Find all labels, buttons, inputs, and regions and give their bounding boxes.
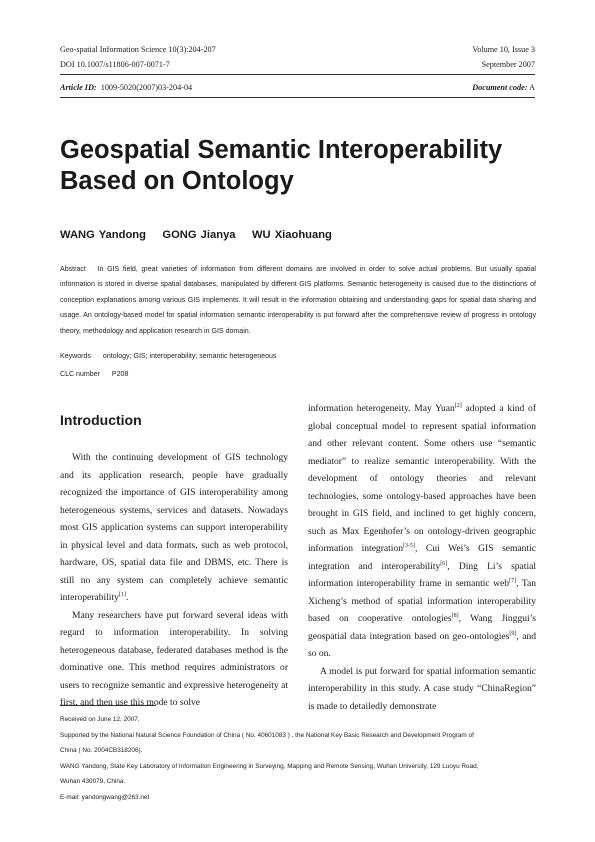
citation: [1] xyxy=(118,591,126,598)
author-email: E-mail: yandongwang@263.net xyxy=(60,793,150,801)
document-code: Document code: A xyxy=(472,83,535,92)
meta-divider xyxy=(60,97,535,98)
article-id: Article ID: 1009-5020(2007)03-204-04 xyxy=(60,83,193,92)
author-affiliation: Wuhan 430079, China. xyxy=(60,778,126,786)
clc-label: CLC number xyxy=(60,371,100,378)
publication-date: September 2007 xyxy=(481,60,535,69)
received-date: Received on June 12, 2007. xyxy=(60,716,140,723)
body-paragraph: With the continuing development of GIS technology and its application research, people have gradually recognized the importance of GIS interoperability among heterogeneous systems, services and datasets. Nowadays most GIS application systems can support interoperability in physical level and data formats, such as web protocol, hardware, OS, spatial data file and DBMS, etc. There is still no any system can completely achieve semantic interoperability[1]. xyxy=(60,452,288,603)
citation: [2] xyxy=(454,402,462,409)
body-column-right xyxy=(308,400,536,715)
citation: [6] xyxy=(440,560,448,567)
body-paragraph: A model is put forward for spatial information semantic interoperability in this study. A case study “ChinaRegion” is made to detailedly demonstrate xyxy=(308,665,536,712)
clc-number xyxy=(60,371,128,378)
citation: [8] xyxy=(451,612,459,619)
citation: [3-5] xyxy=(402,542,415,549)
header-divider xyxy=(60,74,535,75)
keywords-label: Keywords xyxy=(60,353,91,360)
body-column-left xyxy=(60,400,288,712)
abstract xyxy=(60,262,536,339)
funding-note: Supported by the National Natural Science Foundation of China ( No. 40601083 ) , the National Key Basic Research and Development Program of xyxy=(60,731,474,739)
volume-issue: Volume 10, Issue 3 xyxy=(472,45,535,54)
article-meta xyxy=(60,83,535,92)
paper-title: Geospatial Semantic Interoperability Based on Ontology xyxy=(60,136,503,195)
abstract-label: Abstract xyxy=(60,266,86,273)
running-header-line1 xyxy=(60,44,535,55)
author-name: WU Xiaohuang xyxy=(251,229,332,241)
footnote-divider xyxy=(60,705,156,706)
author-affiliation: WANG Yandong, State Key Laboratory of Information Engineering in Surveying, Mapping and Remote Sensing, Wuhan University, 129 Luoyu Road, xyxy=(60,762,479,770)
footnotes xyxy=(60,712,540,806)
author-name: WANG Yandong xyxy=(60,229,146,241)
body-paragraph: Many researchers have put forward several ideas with regard to information interoperability. In solving heterogeneous database, federated databases method is the dominative one. This method requires administrators or users to recognize semantic and expressive heterogeneity at first, and then use this mode to solve xyxy=(60,609,288,708)
citation: [9] xyxy=(509,630,517,637)
clc-text: P208 xyxy=(111,371,129,378)
doi: DOI 10.1007/s11806-007-0071-7 xyxy=(60,60,170,69)
citation: [7] xyxy=(509,577,517,584)
funding-note: China ( No. 2004CB318206). xyxy=(60,747,143,755)
keywords xyxy=(60,353,276,360)
abstract-text: In GIS field, great varieties of information from different domains are involved in order to solve actual problems. But usually spatial information is stored in diverse spatial databases, manipulated by different GIS platforms. Semantic heterogeneity is caused due to the distinctions of conception explanations among various GIS implements. It will result in the information obtaining and understanding gaps for spatial data sharing and usage. An ontology-based model for spatial information semantic interoperability is put forward after the comprehensive review of progress in ontology theory, methodology and application research in GIS domain. xyxy=(60,266,536,335)
running-header-line2 xyxy=(60,59,535,70)
journal-name: Geo-spatial Information Science 10(3):204-207 xyxy=(60,45,216,54)
author-list xyxy=(60,229,332,241)
author-name: GONG Jianya xyxy=(162,229,236,241)
body-paragraph: information heterogeneity. May Yuan[2] adopted a kind of global conceptual model to represent spatial information and other relevant content. Some others use “semantic mediator” to realize semantic interoperability. With the development of ontology theories and relevant technologies, some ontology-based approaches have been brought in GIS field, and inclined to get highly concern, such as Max Egenhofer’s on ontology-driven geographic information integration[3-5], Cui Wei’s GIS semantic integration and interoperability[6], Ding Li’s spatial information interoperability frame in semantic web[7], Tan Xicheng’s method of spatial information interoperability based on cooperative ontologies[8], Wang Jinggui’s geospatial data integration based on geo-ontologies[9], and so on. xyxy=(308,402,537,659)
keywords-text: ontology; GIS; interoperability; semantic heterogeneous xyxy=(102,353,277,360)
section-heading: Introduction xyxy=(60,412,142,428)
